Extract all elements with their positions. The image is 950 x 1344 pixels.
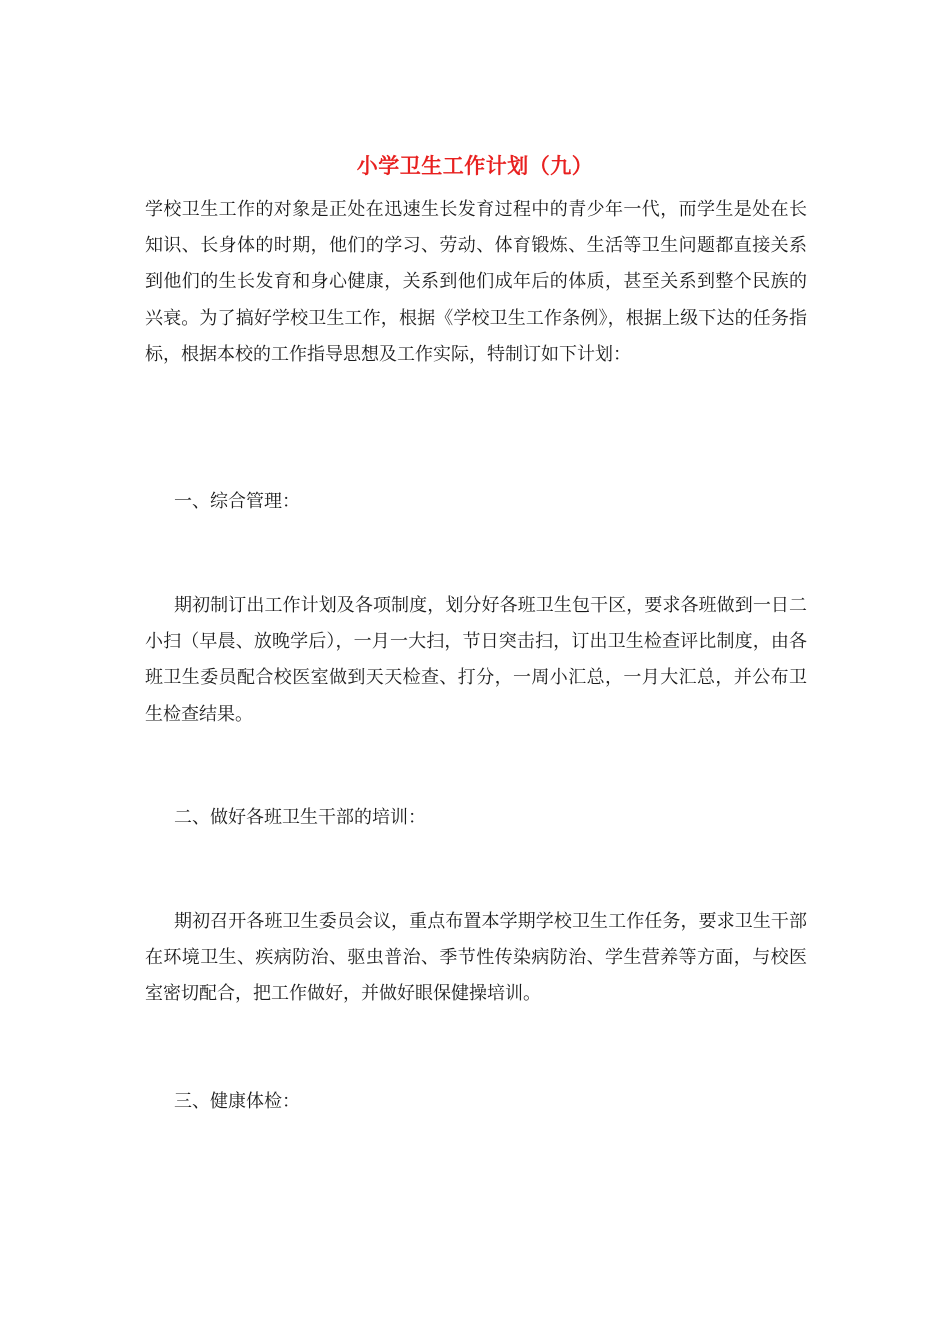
section-body-2: 期初召开各班卫生委员会议，重点布置本学期学校卫生工作任务，要求卫生干部在环境卫生、疾病防治、驱虫普治、季节性传染病防治、学生营养等方面，与校医室密切配合，把工作做好，并做好眼保健操培训。 bbox=[145, 911, 807, 1005]
section-heading-2: 二、做好各班卫生干部的培训： bbox=[174, 807, 426, 828]
section-heading-3: 三、健康体检： bbox=[174, 1091, 300, 1112]
section-body-1: 期初制订出工作计划及各项制度，划分好各班卫生包干区，要求各班做到一日二小扫（早晨、放晚学后），一月一大扫，节日突击扫，订出卫生检查评比制度，由各班卫生委员配合校医室做到天天检查、打分，一周小汇总，一月大汇总，并公布卫生检查结果。 bbox=[145, 595, 807, 725]
section-heading-1: 一、综合管理： bbox=[174, 491, 300, 512]
intro-paragraph: 学校卫生工作的对象是正处在迅速生长发育过程中的青少年一代，而学生是处在长知识、长身体的时期，他们的学习、劳动、体育锻炼、生活等卫生问题都直接关系到他们的生长发育和身心健康，关系到他们成年后的体质，甚至关系到整个民族的兴衰。为了搞好学校卫生工作，根据《学校卫生工作条例》，根据上级下达的任务指标，根据本校的工作指导思想及工作实际，特制订如下计划： bbox=[145, 199, 807, 365]
document-title: 小学卫生工作计划（九） bbox=[356, 153, 594, 178]
